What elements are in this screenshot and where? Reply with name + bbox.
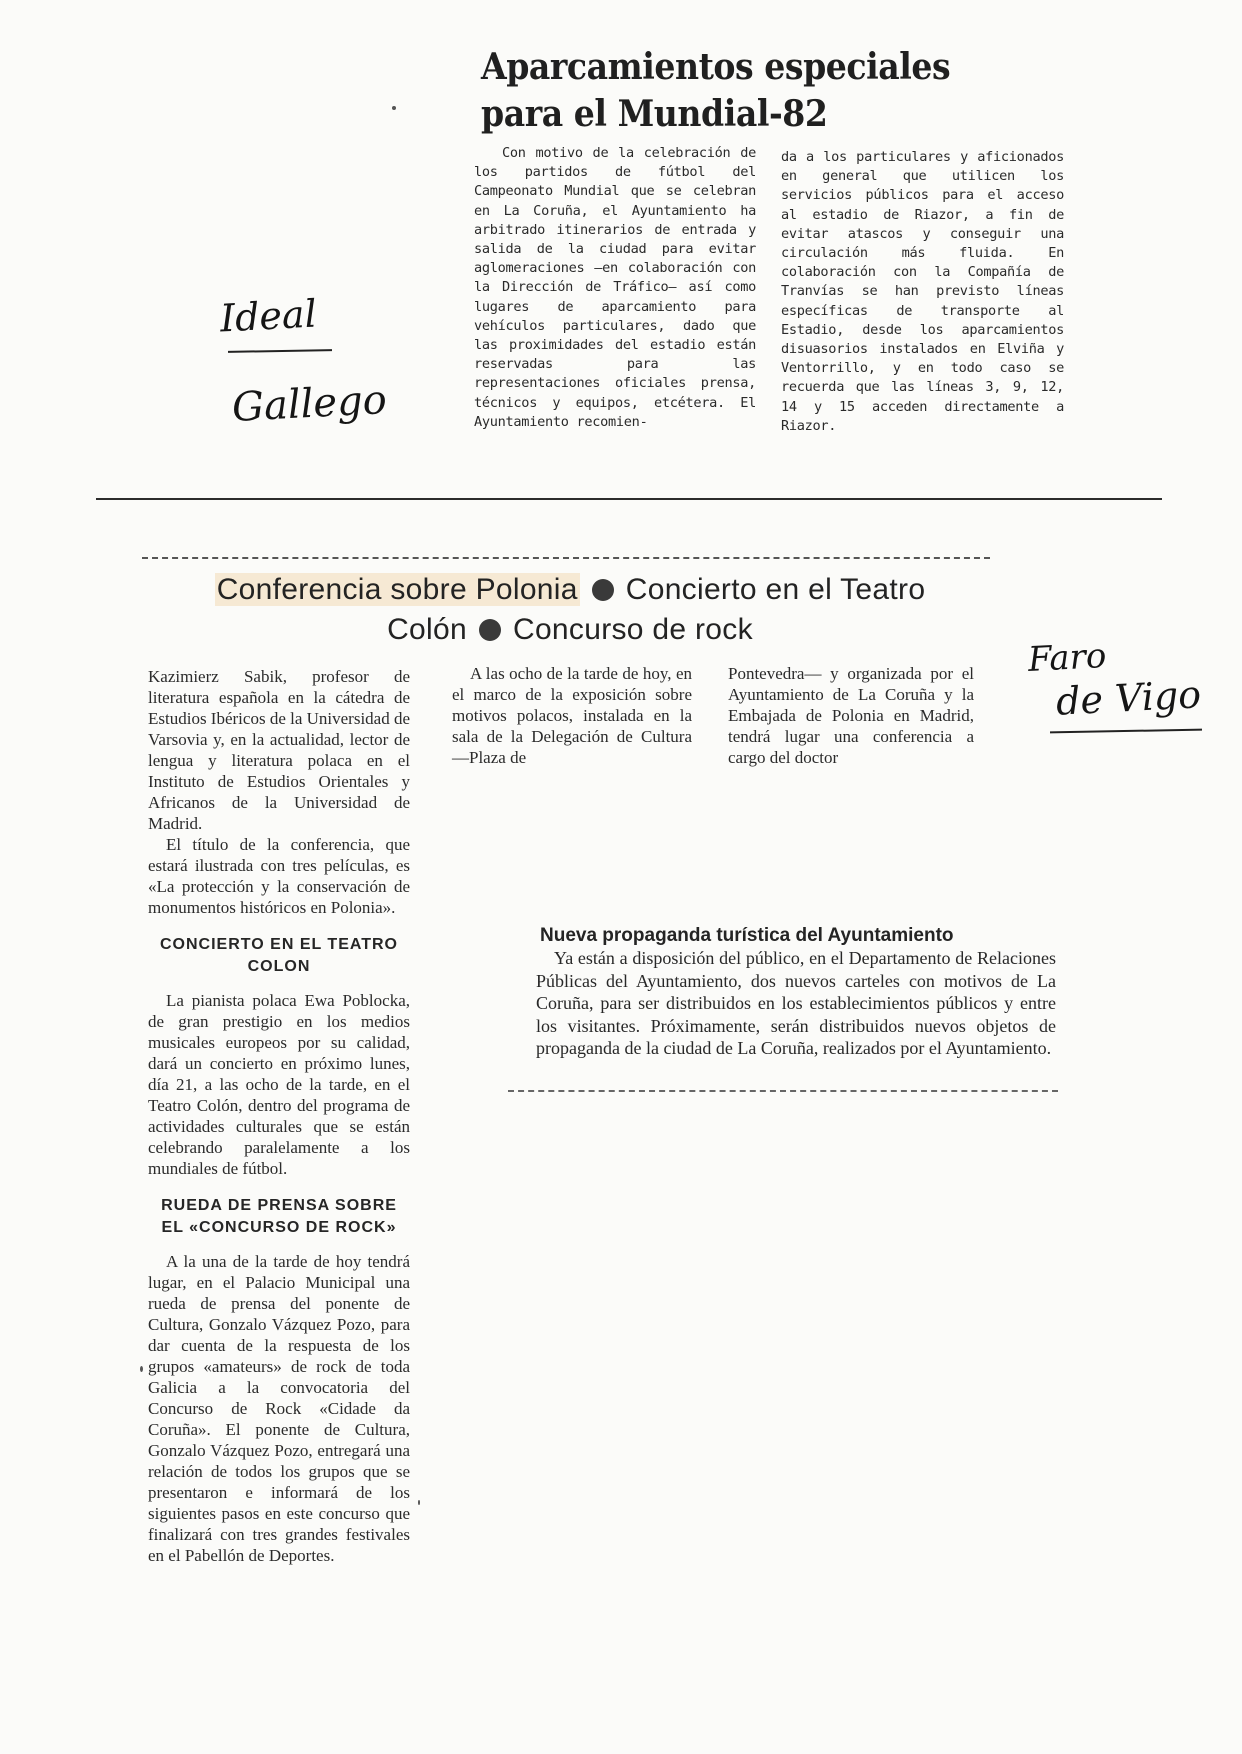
paragraph: A la una de la tarde de hoy tendrá lugar, en el Palacio Municipal una rueda de prensa del ponente de Cultura, Gonzalo Vázquez Pozo, para dar cuenta de la respuesta de los grupos «amateurs» de rock de toda Galicia a la convocatoria del Concurso de Rock «Cidade da Coruña». El ponente de Cultura, Gonzalo Vázquez Pozo, entregará una relación de todos los grupos que se presentaron e informará de los siguientes pasos en este concurso que finalizará con tres grandes festivales en el Pabellón de Deportes. [148,1252,410,1565]
paragraph: Kazimierz Sabik, profesor de literatura española en la cátedra de Estudios Ibéricos de la Universidad de Varsovia y, en la actualidad, lector de lengua y literatura polaca en el Instituto de Estudios Orientales y Africanos de la Universidad de Madrid. [148,667,411,833]
handwritten-note-de-vigo: de Vigo [1054,672,1203,724]
headline-part: Conferencia sobre Polonia [216,573,578,606]
handwritten-underline [228,349,332,353]
clipping-3-headline: Nueva propaganda turística del Ayuntamiento [540,925,954,946]
subheading: RUEDA DE PRENSA SOBRE EL «CONCURSO DE ROCK» [161,1197,397,1236]
headline-part: Colón [387,613,467,646]
clipping-2-column-1 [148,666,410,1566]
clipping-3-bottom-rule [508,1090,1058,1092]
clipping-1-column-2 [781,148,1064,436]
clipping-1-column-1-text: Con motivo de la celebración de los partidos de fútbol del Campeonato Mundial que se celebran en La Coruña, el Ayuntamiento ha arbitrado itinerarios de entrada y salida de la ciudad para evitar aglomeraciones —en colaboración con la Dirección de Tráfico— así como lugares de aparcamiento para vehículos particulares, dado que las proximidades del estadio están reservadas para las representaciones oficiales prensa, técnicos y equipos, etcétera. El Ayuntamiento recomien- [474,145,756,430]
paragraph: El título de la conferencia, que estará ilustrada con tres películas, es «La protección y la conservación de monumentos históricos en Polonia». [148,835,410,917]
paragraph: A las ocho de la tarde de hoy, en el marco de la exposición sobre motivos polacos, instalada en la sala de la Delegación de Cultura —Plaza de [452,664,692,767]
clipping-1-headline: Aparcamientos especiales para el Mundial-82 [481,46,951,135]
clipping-2-column-2 [452,663,692,768]
clipping-2-headline [150,570,990,650]
page-divider [96,498,1162,500]
clipping-2-top-rule [142,557,990,559]
handwritten-note-ideal: Ideal [218,291,318,341]
clipping-2-column-3 [728,663,974,768]
scan-speck [140,1366,143,1372]
subheading: CONCIERTO EN EL TEATRO COLON [159,936,398,975]
handwritten-underline [1050,729,1202,734]
paragraph: Pontevedra— y organizada por el Ayuntamiento de La Coruña y la Embajada de Polonia en Madrid, tendrá lugar una conferencia a cargo del doctor [728,664,974,767]
handwritten-note-gallego: Gallego [230,376,388,432]
clipping-1-column-2-text: da a los particulares y aficionados en general que utilicen los servicios públicos para el acceso al estadio de Riazor, a fin de evitar atascos y conseguir una circulación más fluida. En colaboración con la Compañía de Tranvías se han previsto líneas específicas de transporte al Estadio, desde los aparcamientos disuasorios instalados en Elviña y Ventorrillo, y en todo caso se recuerda que las líneas 3, 9, 12, 14 y 15 acceden directamente a Riazor. [781,149,1064,434]
scan-speck [418,1500,420,1505]
handwritten-note-faro: Faro [1027,635,1108,681]
bullet-dot-icon [479,619,501,641]
paragraph: Ya están a disposición del público, en el Departamento de Relaciones Públicas del Ayuntamiento, dos nuevos carteles con motivos de La Coruña, para ser distribuidos en los establecimientos públicos y entre los visitantes. Próximamente, serán distribuidos nuevos objetos de propaganda de la ciudad de La Coruña, realizados por el Ayuntamiento. [536,948,1056,1058]
headline-part: Concierto en el Teatro [625,573,926,606]
paragraph: La pianista polaca Ewa Poblocka, de gran prestigio en los medios musicales europeos por su calidad, dará un concierto en próximo lunes, día 21, a las ocho de la tarde, en el Teatro Colón, dentro del programa de actividades culturales que se están celebrando paralelamente a los mundiales de fútbol. [148,991,410,1178]
bullet-dot-icon [592,579,614,601]
clipping-3-body [536,947,1056,1060]
headline-part: Concurso de rock [512,613,753,646]
scan-speck [392,106,396,110]
clipping-1-column-1 [474,144,756,432]
